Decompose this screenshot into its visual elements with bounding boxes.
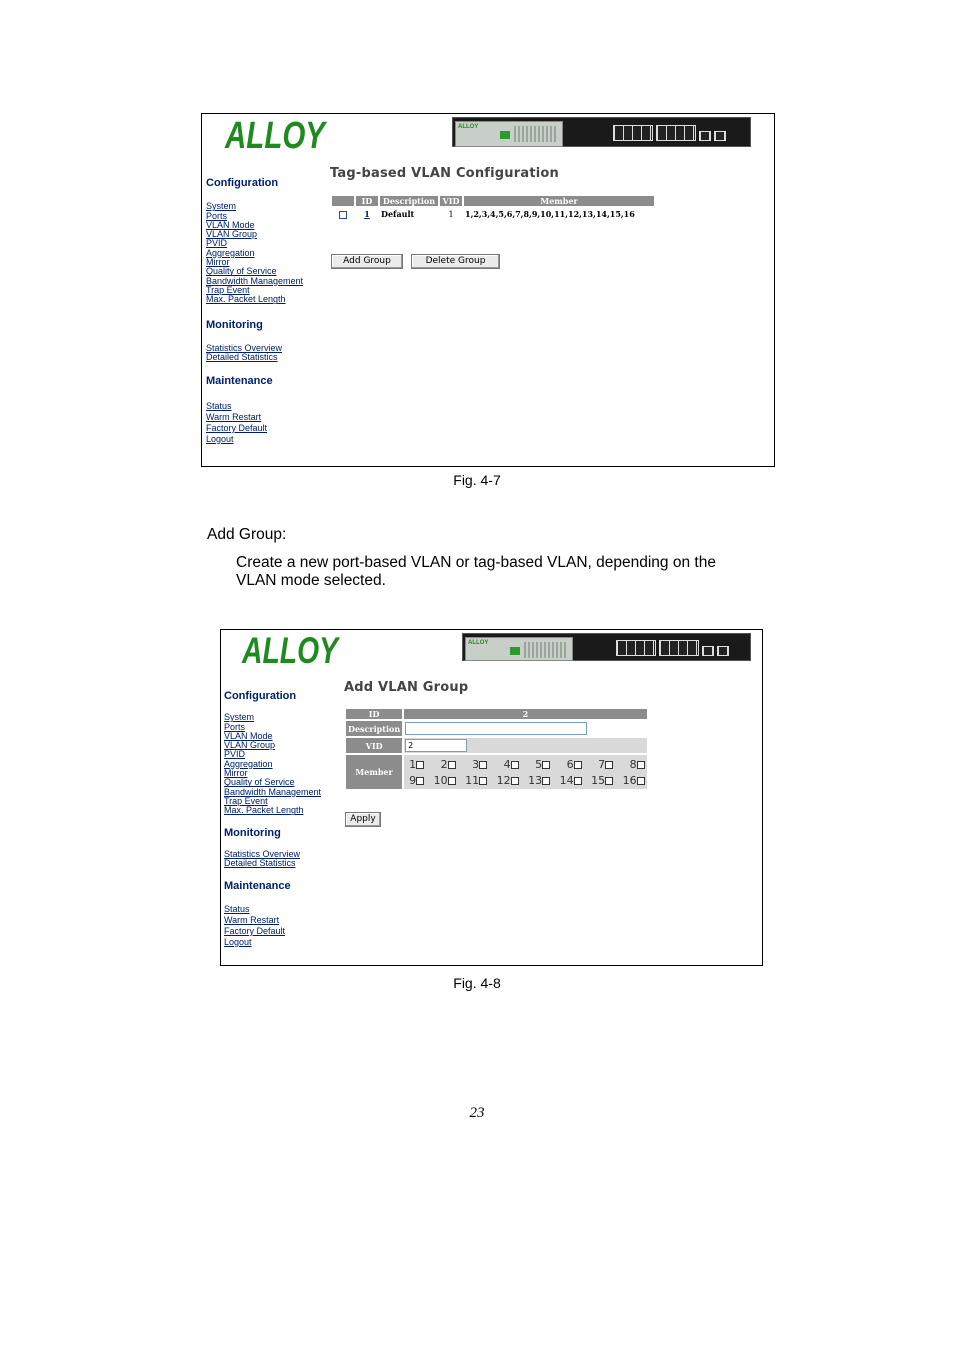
nav-link-max-packet[interactable]: Max. Packet Length [206, 294, 286, 305]
svg-text:ALLOY: ALLOY [224, 115, 328, 157]
port-label-16: 16 [622, 773, 637, 787]
col-description-header: Description [380, 196, 438, 206]
nav-heading-configuration: Configuration [224, 690, 297, 702]
alloy-logo [224, 115, 328, 157]
port-10-checkbox[interactable] [448, 777, 456, 785]
vlan-group-table [330, 194, 656, 222]
port-15-checkbox[interactable] [605, 777, 613, 785]
nav-heading-maintenance: Maintenance [206, 375, 273, 388]
page-number: 23 [469, 1105, 485, 1121]
col-member-header: Member [464, 196, 654, 206]
port-16-checkbox[interactable] [637, 777, 645, 785]
switch-banner-image: ALLOY [452, 117, 751, 147]
nav-link-mirror[interactable]: Mirror [224, 768, 248, 779]
svg-text:ALLOY: ALLOY [241, 630, 341, 671]
nav-link-statistics-overview[interactable]: Statistics Overview [224, 848, 301, 859]
col-vid-header: VID [440, 196, 462, 206]
port-9-checkbox[interactable] [416, 777, 424, 785]
page-title: Add VLAN Group [344, 680, 469, 695]
nav-link-status[interactable]: Status [206, 400, 232, 411]
port-label-9: 9 [409, 773, 417, 787]
description-input[interactable] [405, 722, 587, 735]
port-label-3: 3 [472, 757, 480, 771]
vlan-id-link[interactable]: 1 [364, 209, 370, 219]
port-4-checkbox[interactable] [511, 761, 519, 769]
sidebar-nav [206, 179, 303, 445]
paragraph-line-2: VLAN mode selected. [236, 572, 386, 589]
port-label-8: 8 [629, 757, 637, 771]
page-title: Tag-based VLAN Configuration [330, 166, 559, 181]
nav-link-trap-event[interactable]: Trap Event [224, 795, 268, 806]
nav-link-aggregation[interactable]: Aggregation [224, 758, 273, 769]
nav-link-statistics-overview[interactable]: Statistics Overview [206, 342, 283, 353]
figure-caption-4-7: Fig. 4-7 [453, 472, 501, 488]
port-6-checkbox[interactable] [574, 761, 582, 769]
sidebar-nav [224, 692, 321, 948]
port-label-12: 12 [496, 773, 511, 787]
nav-link-aggregation[interactable]: Aggregation [206, 247, 255, 258]
port-3-checkbox[interactable] [479, 761, 487, 769]
nav-heading-maintenance: Maintenance [224, 880, 291, 893]
alloy-logo [241, 630, 341, 671]
nav-link-pvid[interactable]: PVID [224, 749, 246, 760]
nav-link-max-packet[interactable]: Max. Packet Length [224, 805, 304, 816]
nav-link-vlan-group[interactable]: VLAN Group [224, 740, 276, 751]
vid-label: VID [346, 738, 402, 753]
port-label-13: 13 [528, 773, 543, 787]
vid-input[interactable]: 2 [405, 739, 467, 752]
nav-link-detailed-statistics[interactable]: Detailed Statistics [206, 352, 278, 363]
port-11-checkbox[interactable] [479, 777, 487, 785]
nav-link-vlan-mode[interactable]: VLAN Mode [206, 219, 255, 230]
nav-link-qos[interactable]: Quality of Service [206, 266, 277, 277]
port-2-checkbox[interactable] [448, 761, 456, 769]
paragraph-line-1: Create a new port-based VLAN or tag-based VLAN, depending on the [236, 554, 716, 571]
port-label-2: 2 [440, 757, 448, 771]
nav-link-ports[interactable]: Ports [206, 210, 228, 221]
port-label-7: 7 [598, 757, 606, 771]
vlan-description: Default [381, 209, 415, 219]
apply-button[interactable]: Apply [345, 812, 381, 827]
table-row [332, 208, 654, 220]
member-row-1 [406, 758, 645, 771]
port-label-5: 5 [535, 757, 543, 771]
nav-link-bandwidth[interactable]: Bandwidth Management [224, 786, 322, 797]
id-label: ID [346, 709, 402, 719]
port-label-15: 15 [591, 773, 606, 787]
section-heading: Add Group: [207, 526, 287, 543]
port-label-6: 6 [566, 757, 574, 771]
nav-link-vlan-mode[interactable]: VLAN Mode [224, 730, 273, 741]
nav-link-factory-default[interactable]: Factory Default [206, 422, 268, 433]
nav-link-system[interactable]: System [206, 201, 237, 212]
nav-link-pvid[interactable]: PVID [206, 238, 228, 249]
nav-link-trap-event[interactable]: Trap Event [206, 284, 250, 295]
port-5-checkbox[interactable] [542, 761, 550, 769]
nav-link-logout[interactable]: Logout [206, 433, 234, 444]
nav-link-bandwidth[interactable]: Bandwidth Management [206, 275, 304, 286]
port-label-14: 14 [559, 773, 574, 787]
nav-heading-monitoring: Monitoring [224, 826, 281, 839]
id-value: 2 [404, 709, 647, 719]
port-label-1: 1 [409, 757, 417, 771]
figure-4-8-screenshot [220, 629, 763, 966]
vlan-vid: 1 [448, 209, 454, 219]
col-id-header: ID [356, 196, 378, 206]
switch-banner-image: ALLOY [462, 633, 751, 661]
delete-group-button[interactable]: Delete Group [411, 254, 500, 269]
nav-link-qos[interactable]: Quality of Service [224, 777, 295, 788]
nav-link-logout[interactable]: Logout [224, 936, 252, 947]
nav-link-system[interactable]: System [224, 712, 255, 723]
nav-link-ports[interactable]: Ports [224, 721, 246, 732]
vlan-members: 1,2,3,4,5,6,7,8,9,10,11,12,13,14,15,16 [465, 209, 635, 219]
port-label-10: 10 [433, 773, 448, 787]
nav-link-warm-restart[interactable]: Warm Restart [206, 411, 262, 422]
nav-link-status[interactable]: Status [224, 903, 250, 914]
nav-link-vlan-group[interactable]: VLAN Group [206, 229, 258, 240]
port-8-checkbox[interactable] [637, 761, 645, 769]
port-label-11: 11 [465, 773, 480, 787]
nav-link-mirror[interactable]: Mirror [206, 257, 230, 268]
port-7-checkbox[interactable] [605, 761, 613, 769]
nav-heading-monitoring: Monitoring [206, 318, 263, 331]
description-label: Description [346, 721, 402, 736]
nav-heading-configuration: Configuration [206, 177, 279, 189]
port-label-4: 4 [503, 757, 511, 771]
port-12-checkbox[interactable] [511, 777, 519, 785]
col-select-header [332, 196, 354, 206]
nav-link-factory-default[interactable]: Factory Default [224, 925, 286, 936]
member-row-2 [406, 774, 645, 787]
figure-4-7-screenshot [201, 113, 775, 467]
row-select-checkbox[interactable] [339, 211, 347, 219]
nav-link-warm-restart[interactable]: Warm Restart [224, 914, 280, 925]
port-13-checkbox[interactable] [542, 777, 550, 785]
add-group-button[interactable]: Add Group [331, 254, 403, 269]
nav-link-detailed-statistics[interactable]: Detailed Statistics [224, 858, 296, 869]
member-label: Member [346, 755, 402, 789]
add-vlan-form [344, 707, 649, 791]
figure-caption-4-8: Fig. 4-8 [453, 975, 501, 991]
port-14-checkbox[interactable] [574, 777, 582, 785]
port-1-checkbox[interactable] [416, 761, 424, 769]
